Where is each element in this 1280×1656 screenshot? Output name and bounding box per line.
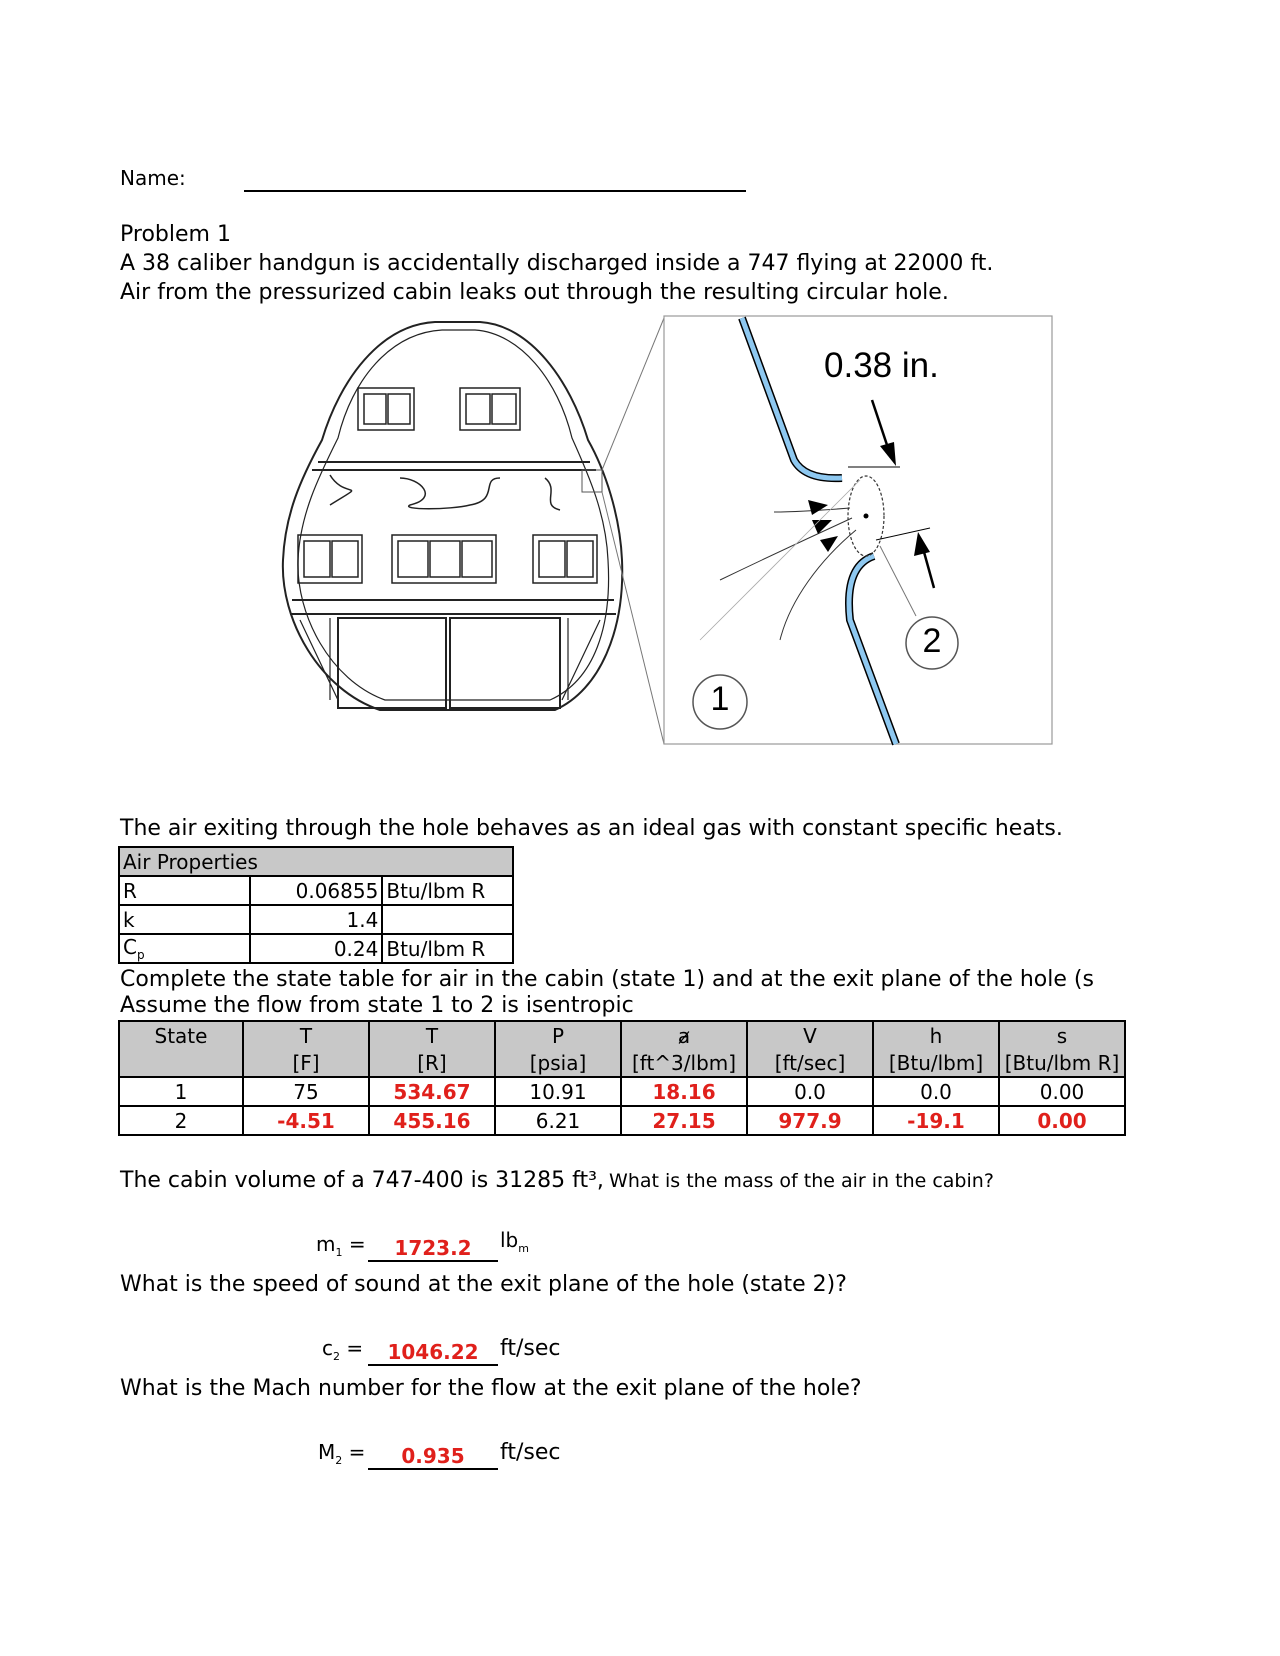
col-header-s: s — [999, 1021, 1125, 1049]
unit-velocity: [ft/sec] — [747, 1049, 873, 1077]
col-header-p: P — [495, 1021, 621, 1049]
sound-symbol: $c_2$ = — [322, 1336, 364, 1363]
unit-v-specific: [ft^3/lbm] — [621, 1049, 747, 1077]
unit-h: [Btu/lbm] — [873, 1049, 999, 1077]
diameter-label: 0.38 in. — [824, 346, 939, 385]
property-symbol: k — [119, 905, 250, 934]
table-row — [119, 1106, 1125, 1135]
property-unit: Btu/lbm R — [382, 934, 513, 963]
cell-t-r: 455.16 — [369, 1106, 495, 1135]
instructions-line-2: Assume the flow from state 1 to 2 is isentropic — [120, 993, 634, 1018]
cell-t-f: 75 — [243, 1077, 369, 1106]
table-row — [119, 1077, 1125, 1106]
mach-symbol: $M_2$ = — [318, 1440, 366, 1467]
cell-t-r: 534.67 — [369, 1077, 495, 1106]
property-value: 1.4 — [250, 905, 383, 934]
unit-t-f: [F] — [243, 1049, 369, 1077]
state-1-label: 1 — [710, 680, 730, 718]
unit-s: [Btu/lbm R] — [999, 1049, 1125, 1077]
mach-answer-line — [368, 1468, 498, 1470]
property-symbol: $C_p$ — [119, 934, 250, 963]
cell-velocity: 977.9 — [747, 1106, 873, 1135]
cell-h: 0.0 — [873, 1077, 999, 1106]
fuselage-figure — [0, 0, 1280, 780]
property-value: 0.24 — [250, 934, 383, 963]
ideal-gas-text: The air exiting through the hole behaves as an ideal gas with constant specific heats. — [120, 816, 1063, 841]
property-value: 0.06855 — [250, 876, 383, 905]
property-unit — [382, 905, 513, 934]
table-row — [119, 905, 513, 934]
unit-state — [119, 1049, 243, 1077]
mach-question: What is the Mach number for the flow at the exit plane of the hole? — [120, 1376, 862, 1401]
unit-p: [psia] — [495, 1049, 621, 1077]
instructions-line-1: Complete the state table for air in the cabin (state 1) and at the exit plane of the hole (s — [120, 967, 1094, 992]
cabin-question: The cabin volume of a 747-400 is 31285 ft³, What is the mass of the air in the cabin? — [120, 1168, 994, 1193]
col-header-h: h — [873, 1021, 999, 1049]
cell-state: 2 — [119, 1106, 243, 1135]
fuselage-cross-section — [283, 322, 622, 710]
cell-state: 1 — [119, 1077, 243, 1106]
mass-unit: $lb_m$ — [500, 1228, 529, 1255]
mass-symbol: $m_1$ = — [316, 1232, 366, 1259]
cell-s: 0.00 — [999, 1077, 1125, 1106]
sound-answer-line — [368, 1364, 498, 1366]
mass-answer[interactable]: 1723.2 — [394, 1236, 472, 1260]
property-unit: Btu/lbm R — [382, 876, 513, 905]
mach-answer[interactable]: 0.935 — [401, 1444, 465, 1468]
col-header-state: State — [119, 1021, 243, 1049]
problem-title: Problem 1 — [120, 222, 231, 247]
air-properties-table — [118, 846, 514, 964]
mass-answer-line — [368, 1260, 498, 1262]
problem-line-2: Air from the pressurized cabin leaks out through the resulting circular hole. — [120, 280, 949, 305]
cell-p: 10.91 — [495, 1077, 621, 1106]
cell-t-f: -4.51 — [243, 1106, 369, 1135]
cell-h: -19.1 — [873, 1106, 999, 1135]
table-row — [119, 876, 513, 905]
col-header-velocity: V — [747, 1021, 873, 1049]
problem-line-1: A 38 caliber handgun is accidentally discharged inside a 747 flying at 22000 ft. — [120, 251, 994, 276]
mach-unit: ft/sec — [500, 1440, 561, 1465]
col-header-v-specific: ⱥ — [621, 1021, 747, 1049]
sound-question: What is the speed of sound at the exit plane of the hole (state 2)? — [120, 1272, 847, 1297]
property-symbol: R — [119, 876, 250, 905]
name-label: Name: — [120, 166, 186, 190]
cell-p: 6.21 — [495, 1106, 621, 1135]
air-properties-title: Air Properties — [119, 847, 513, 876]
cell-v-specific: 18.16 — [621, 1077, 747, 1106]
state-table — [118, 1020, 1126, 1136]
col-header-t-r: T — [369, 1021, 495, 1049]
cell-velocity: 0.0 — [747, 1077, 873, 1106]
unit-t-r: [R] — [369, 1049, 495, 1077]
table-row — [119, 934, 513, 963]
state-2-label: 2 — [922, 622, 942, 660]
col-header-t-f: T — [243, 1021, 369, 1049]
cell-s: 0.00 — [999, 1106, 1125, 1135]
sound-unit: ft/sec — [500, 1336, 561, 1361]
sound-answer[interactable]: 1046.22 — [387, 1340, 479, 1364]
cell-v-specific: 27.15 — [621, 1106, 747, 1135]
